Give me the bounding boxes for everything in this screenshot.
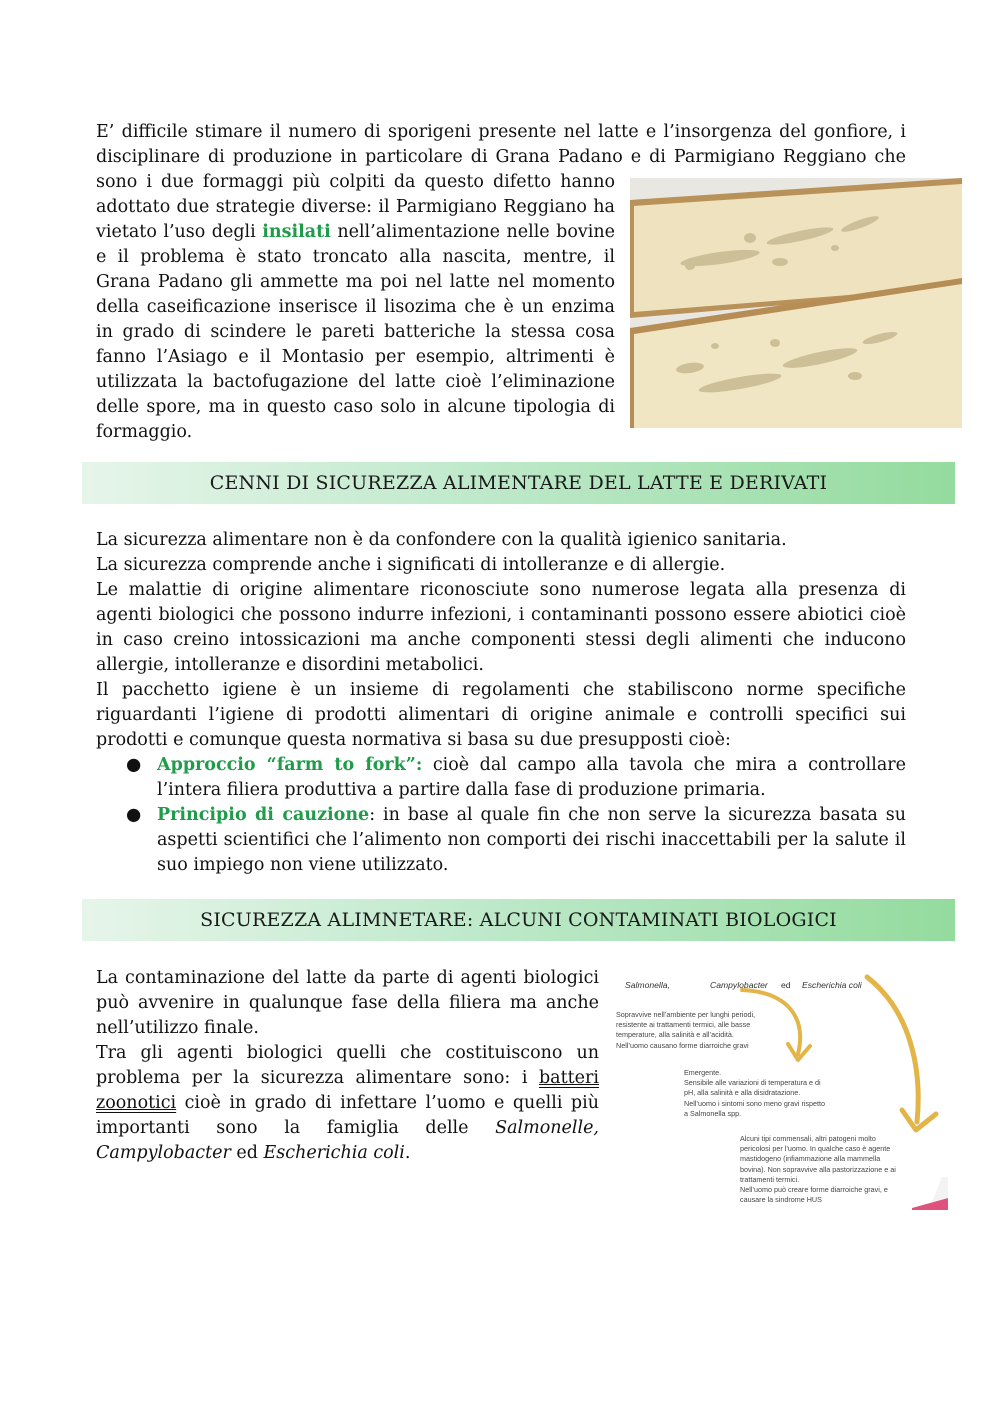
section-heading-2: SICUREZZA ALIMNETARE: ALCUNI CONTAMINATI BIOLOGICI xyxy=(200,909,837,931)
salmonella-line: Nell’uomo causano forme diarroiche gravi xyxy=(616,1040,749,1050)
label-escherichia-coli: Escherichia coli xyxy=(802,980,862,990)
bacteria-names-1: Salmonelle, Campylobacter xyxy=(96,1118,599,1163)
label-salmonella: Salmonella, xyxy=(625,980,670,990)
campylobacter-description xyxy=(684,1068,854,1119)
list-item xyxy=(96,753,906,803)
campylobacter-line: Sensibile alle variazioni di temperatura e di xyxy=(684,1078,821,1088)
list-item-text: : in base al quale fin che non serve la sicurezza basata su aspetti scientifici che l’alimento non comporti dei rischi inaccettabili per la salute il suo impiego non viene utilizzato. xyxy=(157,805,906,875)
section-1-paragraph-1: La sicurezza alimentare non è da confondere con la qualità igienico sanitaria. xyxy=(96,530,787,550)
principles-list xyxy=(96,753,906,878)
list-item xyxy=(96,803,906,878)
campylobacter-line: Nell’uomo i sintomi sono meno gravi rispetto xyxy=(684,1098,826,1108)
ecoli-line: pericolosi per l’uomo. In qualche caso è agente xyxy=(740,1144,891,1154)
intro-text-full-width: E’ difficile stimare il numero di sporigeni presente nel latte e l’insorgenza del gonfiore, i disciplinare di produzione in particolare di Grana Padano e di Parmigiano Reggiano che xyxy=(96,122,906,167)
label-ed: ed xyxy=(781,980,791,990)
campylobacter-line: pH, alla salinità e alla disidratazione. xyxy=(684,1088,801,1098)
intro-paragraph-wrapped xyxy=(96,170,615,445)
list-item-term: Principio di cauzione xyxy=(157,805,370,825)
ecoli-line: mastidogeno (infiammazione alla mammella xyxy=(740,1154,881,1164)
list-item-term: Approccio “farm to fork”: xyxy=(157,755,423,775)
list-item-text: cioè dal campo alla tavola che mira a controllare l’intera filiera produttiva a partire dalla fase di produzione primaria. xyxy=(157,755,906,800)
salmonella-line: Sopravvive nell’ambiente per lunghi periodi, xyxy=(616,1010,756,1019)
ecoli-line: Alcuni tipi commensali, altri patogeni molto xyxy=(740,1134,876,1143)
bullet-icon: ● xyxy=(126,755,142,775)
ecoli-description xyxy=(740,1134,920,1205)
ecoli-line: Nell’uomo può creare forme diarroiche gravi, e xyxy=(740,1185,888,1195)
salmonella-line: temperature, alla salinità e all’acidità. xyxy=(616,1030,734,1040)
section-2-text-c: ed xyxy=(230,1143,264,1163)
section-2-text-b: cioè in grado di infettare l’uomo e quelli più importanti sono la famiglia delle xyxy=(96,1093,599,1138)
bacteria-infographic xyxy=(612,972,962,1212)
intro-text-wrapped xyxy=(96,170,615,445)
section-1-paragraph-3: Le malattie di origine alimentare riconosciute sono numerose legata alla presenza di agenti biologici che possono indurre infezioni, i contaminanti possono essere abiotici cioè in caso creino intossicazioni ma anche componenti stessi degli alimenti che inducono allergie, intolleranze e disordini metabolici. xyxy=(96,580,906,675)
section-heading-1: CENNI DI SICUREZZA ALIMENTARE DEL LATTE E DERIVATI xyxy=(209,472,828,494)
ecoli-line: causare la sindrome HUS xyxy=(740,1195,822,1205)
campylobacter-line: Emergente. xyxy=(684,1068,722,1077)
cheese-photo xyxy=(630,178,962,428)
intro-text-part-2: nell’alimentazione nelle bovine e il problema è stato troncato alla nascita, mentre, il Grana Padano gli ammette ma poi nel latte nel momento della caseificazione inserisce il lisozima che è un enzima in grado di scindere le pareti batteriche la stessa cosa fanno l’Asiago e il Montasio per esempio, altrimenti è utilizzata la bactofugazione del latte cioè l’eliminazione delle spore, ma in questo caso solo in alcune tipologia di formaggio. xyxy=(96,222,615,442)
bullet-icon: ● xyxy=(126,805,142,825)
cheese-illustration xyxy=(630,178,962,428)
section-2-text-d: . xyxy=(404,1143,411,1163)
keyword-insilati: insilati xyxy=(262,222,331,242)
bacteria-names-2: Escherichia coli xyxy=(263,1143,405,1163)
section-1-body xyxy=(96,528,906,878)
ecoli-line: trattamenti termici. xyxy=(740,1174,800,1184)
salmonella-line: resistente ai trattamenti termici, alle basse xyxy=(616,1020,751,1030)
section-2-paragraph-1: La contaminazione del latte da parte di agenti biologici può avvenire in qualunque fase della filiera ma anche nell’utilizzo finale. xyxy=(96,968,599,1038)
label-campylobacter: Campylobacter xyxy=(710,980,768,990)
section-2-paragraph-2 xyxy=(96,1041,599,1166)
intro-paragraph-top xyxy=(96,120,906,170)
section-2-text-a: Tra gli agenti biologici quelli che costituiscono un problema per la sicurezza alimentare sono: i xyxy=(96,1043,599,1088)
intro-text-part-1: sono i due formaggi più colpiti da questo difetto hanno adottato due strategie diverse: il Parmigiano Reggiano ha vietato l’uso degli xyxy=(96,172,615,242)
section-heading-banner-1 xyxy=(82,462,955,504)
campylobacter-line: a Salmonella spp. xyxy=(684,1108,742,1118)
section-2-body xyxy=(96,966,599,1166)
ecoli-line: bovina). Non sopravvive alla pastorizzazione e ai xyxy=(740,1164,896,1174)
section-1-paragraph-4: Il pacchetto igiene è un insieme di regolamenti che stabiliscono norme specifiche riguardanti l’igiene di prodotti alimentari di origine animale e controlli specifici sui prodotti e comunque questa normativa si basa su due presupposti cioè: xyxy=(96,680,906,750)
salmonella-description xyxy=(616,1010,786,1051)
zoonotic-bacteria-term: batteri zoonotici xyxy=(96,1068,599,1113)
section-1-paragraph-2: La sicurezza comprende anche i significati di intolleranze e di allergie. xyxy=(96,555,726,575)
section-heading-banner-2 xyxy=(82,899,955,941)
